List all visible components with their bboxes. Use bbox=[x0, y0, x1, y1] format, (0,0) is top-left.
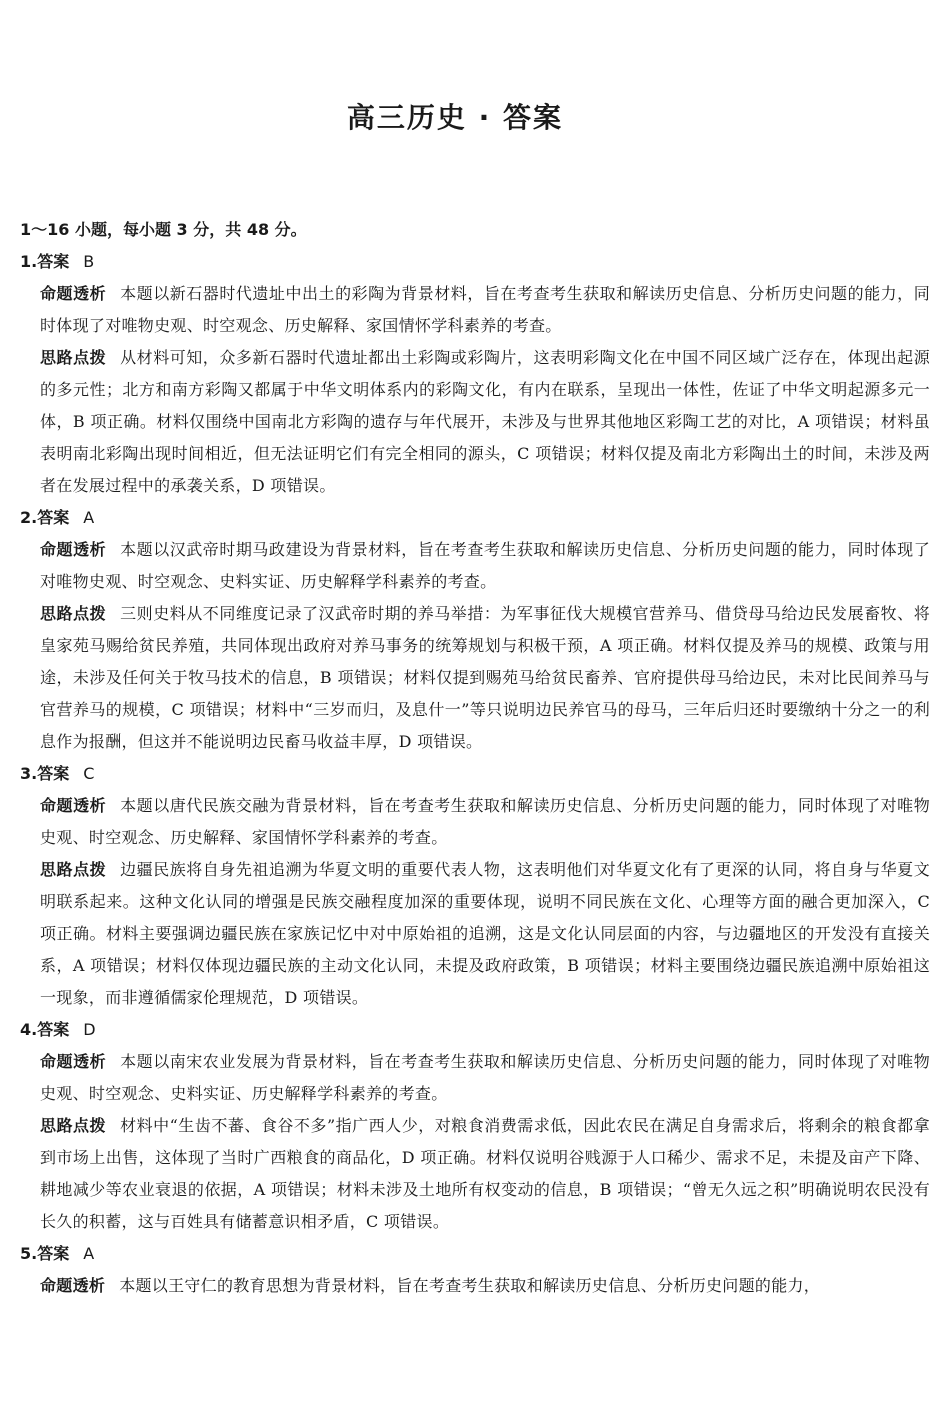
hint-label: 思路点拨 bbox=[40, 860, 107, 879]
analysis-paragraph bbox=[40, 534, 930, 598]
hint-label: 思路点拨 bbox=[40, 604, 107, 623]
analysis-paragraph bbox=[40, 278, 930, 342]
answer-label: 答案 bbox=[37, 508, 70, 527]
answer-line bbox=[20, 1238, 930, 1270]
answer-line bbox=[20, 502, 930, 534]
question-block bbox=[20, 758, 930, 1014]
analysis-paragraph bbox=[40, 790, 930, 854]
analysis-label: 命题透析 bbox=[40, 1276, 106, 1295]
page-title: 高三历史 · 答案 bbox=[346, 101, 564, 134]
analysis-label: 命题透析 bbox=[40, 1052, 107, 1071]
question-block bbox=[20, 502, 930, 758]
answer-choice: B bbox=[83, 252, 95, 271]
question-number: 4. bbox=[20, 1020, 38, 1039]
answer-content bbox=[20, 214, 930, 1302]
analysis-text: 本题以新石器时代遗址中出土的彩陶为背景材料，旨在考查考生获取和解读历史信息、分析历史问题的能力，同时体现了对唯物史观、时空观念、历史解释、家国情怀学科素养的考查。 bbox=[40, 284, 931, 335]
question-block bbox=[20, 246, 930, 502]
hint-text: 从材料可知，众多新石器时代遗址都出土彩陶或彩陶片，这表明彩陶文化在中国不同区域广泛存在，体现出起源的多元性；北方和南方彩陶又都属于中华文明体系内的彩陶文化，有内在联系，呈现出一体性，佐证了中华文明起源多元一体，B 项正确。材料仅围绕中国南北方彩陶的遗存与年代展开，未涉及与世界其他地区彩陶工艺的对比，A 项错误；材料虽表明南北彩陶出现时间相近，但无法证明它们有完全相同的源头，C 项错误；材料仅提及南北方彩陶出土的时间，未涉及两者在发展过程中的承袭关系，D 项错误。 bbox=[40, 348, 931, 495]
question-number: 2. bbox=[20, 508, 38, 527]
hint-text: 材料中“生齿不蕃、食谷不多”指广西人少，对粮食消费需求低，因此农民在满足自身需求后，将剩余的粮食都拿到市场上出售，这体现了当时广西粮食的商品化，D 项正确。材料仅说明谷贱源于人口稀少、需求不足，未提及亩产下降、耕地减少等农业衰退的依据，A 项错误；材料未涉及土地所有权变动的信息，B 项错误；“曾无久远之积”明确说明农民没有长久的积蓄，这与百姓具有储蓄意识相矛盾，C 项错误。 bbox=[40, 1116, 930, 1231]
question-number: 1. bbox=[20, 252, 38, 271]
analysis-text: 本题以唐代民族交融为背景材料，旨在考查考生获取和解读历史信息、分析历史问题的能力，同时体现了对唯物史观、时空观念、历史解释、家国情怀学科素养的考查。 bbox=[40, 796, 931, 847]
answer-label: 答案 bbox=[37, 764, 70, 783]
answer-label: 答案 bbox=[37, 252, 70, 271]
hint-text: 三则史料从不同维度记录了汉武帝时期的养马举措：为军事征伐大规模官营养马、借贷母马给边民发展畜牧、将皇家苑马赐给贫民养殖，共同体现出政府对养马事务的统筹规划与积极干预，A 项正确。材料仅提及养马的规模、政策与用途，未涉及任何关于牧马技术的信息，B 项错误；材料仅提到赐苑马给贫民畜养、官府提供母马给边民，未对比民间养马与官营养马的规模，C 项错误；材料中“三岁而归，及息什一”等只说明边民养官马的母马，三年后归还时要缴纳十分之一的利息作为报酬，但这并不能说明边民畜马收益丰厚，D 项错误。 bbox=[40, 604, 931, 751]
answer-line bbox=[20, 1014, 930, 1046]
answer-choice: A bbox=[83, 1244, 95, 1263]
answer-label: 答案 bbox=[37, 1244, 70, 1263]
answer-line bbox=[20, 246, 930, 278]
hint-text: 边疆民族将自身先祖追溯为华夏文明的重要代表人物，这表明他们对华夏文化有了更深的认同，将自身与华夏文明联系起来。这种文化认同的增强是民族交融程度加深的重要体现，说明不同民族在文化、心理等方面的融合更加深入，C 项正确。材料主要强调边疆民族在家族记忆中对中原始祖的追溯，这是文化认同层面的内容，与边疆地区的开发没有直接关系，A 项错误；材料仅体现边疆民族的主动文化认同，未提及政府政策，B 项错误；材料主要围绕边疆民族追溯中原始祖这一现象，而非遵循儒家伦理规范，D 项错误。 bbox=[40, 860, 931, 1007]
hint-label: 思路点拨 bbox=[40, 1116, 107, 1135]
hint-paragraph bbox=[40, 598, 930, 758]
analysis-text: 本题以南宋农业发展为背景材料，旨在考查考生获取和解读历史信息、分析历史问题的能力，同时体现了对唯物史观、时空观念、史料实证、历史解释学科素养的考查。 bbox=[40, 1052, 931, 1103]
answer-choice: A bbox=[83, 508, 95, 527]
analysis-paragraph bbox=[40, 1270, 930, 1302]
section-intro: 1～16 小题，每小题 3 分，共 48 分。 bbox=[20, 220, 307, 239]
analysis-label: 命题透析 bbox=[40, 284, 107, 303]
answer-line bbox=[20, 758, 930, 790]
question-number: 5. bbox=[20, 1244, 38, 1263]
question-block bbox=[20, 1238, 930, 1302]
analysis-text: 本题以王守仁的教育思想为背景材料，旨在考查考生获取和解读历史信息、分析历史问题的能力， bbox=[119, 1276, 821, 1295]
analysis-text: 本题以汉武帝时期马政建设为背景材料，旨在考查考生获取和解读历史信息、分析历史问题的能力，同时体现了对唯物史观、时空观念、史料实证、历史解释学科素养的考查。 bbox=[40, 540, 931, 591]
hint-paragraph bbox=[40, 854, 930, 1014]
hint-label: 思路点拨 bbox=[40, 348, 107, 367]
answer-choice: D bbox=[83, 1020, 96, 1039]
analysis-paragraph bbox=[40, 1046, 930, 1110]
analysis-label: 命题透析 bbox=[40, 540, 107, 559]
hint-paragraph bbox=[40, 1110, 930, 1238]
answer-label: 答案 bbox=[37, 1020, 70, 1039]
question-block bbox=[20, 1014, 930, 1238]
answer-choice: C bbox=[83, 764, 95, 783]
analysis-label: 命题透析 bbox=[40, 796, 107, 815]
question-number: 3. bbox=[20, 764, 38, 783]
hint-paragraph bbox=[40, 342, 930, 502]
